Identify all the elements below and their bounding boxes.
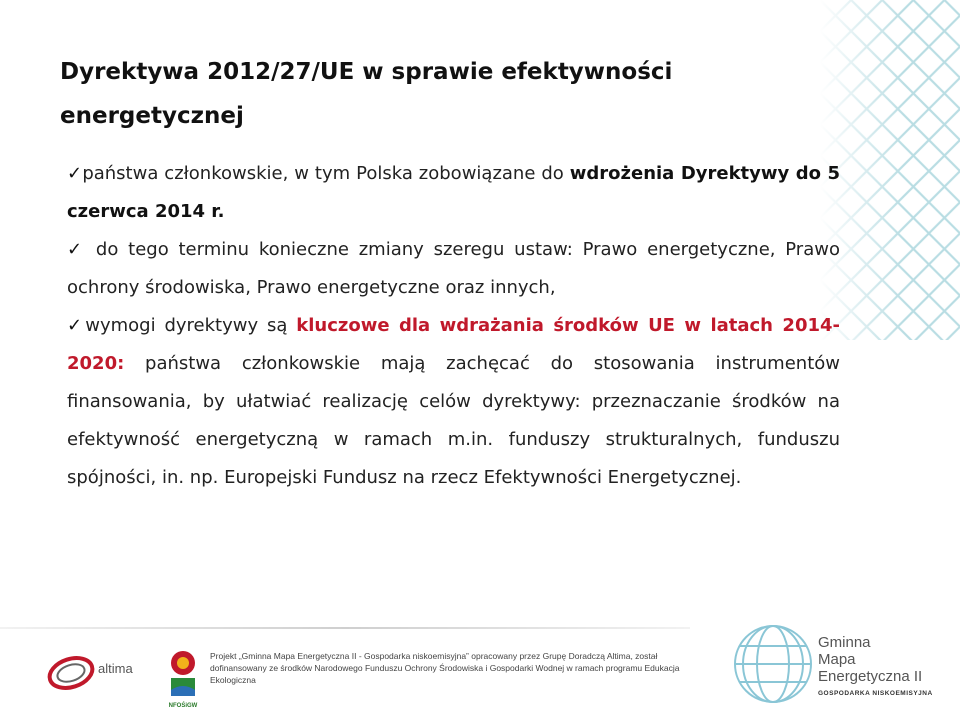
slide-title	[60, 50, 760, 138]
checkmark-icon: ✓	[67, 239, 87, 260]
bullet-item-3	[67, 307, 840, 497]
gminna-mapa-logo	[818, 634, 933, 702]
bullet-item-1	[67, 155, 840, 231]
altima-logo-label: altima	[98, 661, 133, 676]
gminna-line-2: Mapa	[818, 651, 856, 668]
footer-divider	[0, 627, 690, 629]
bullet-3-highlight: kluczowe dla wdrażania środków UE w latach 2014-2020:	[67, 315, 840, 374]
checkmark-icon: ✓	[67, 163, 83, 184]
slide-title-line-2: energetycznej	[60, 103, 244, 129]
bullet-2-text: do tego terminu konieczne zmiany szeregu ustaw: Prawo energetyczne, Prawo ochrony środowiska, Prawo energetyczne oraz innych,	[67, 239, 840, 298]
decorative-mesh-graphic	[820, 0, 960, 340]
bullet-3-rest: państwa członkowskie mają zachęcać do stosowania instrumentów finansowania, by ułatwiać realizację celów dyrektywy: przeznaczanie środków na efektywność energetyczną w ramach m.in. funduszy strukturalnych, funduszu spójności, in. np. Europejski Fundusz na rzecz Efektywności Energetycznej.	[67, 353, 840, 488]
gminna-line-3: Energetyczna II	[818, 668, 923, 685]
gminna-subtitle: GOSPODARKA NISKOEMISYJNA	[818, 690, 933, 697]
slide-title-line-1: Dyrektywa 2012/27/UE w sprawie efektywności	[60, 59, 673, 85]
bullet-1-bold: wdrożenia Dyrektywy do 5 czerwca 2014 r.	[67, 163, 841, 222]
bullet-list	[67, 155, 840, 497]
bullet-3-text: wymogi dyrektywy są	[85, 315, 297, 336]
checkmark-icon: ✓	[67, 315, 86, 336]
bullet-1-text: państwa członkowskie, w tym Polska zobowiązane do	[82, 163, 570, 184]
nfos-logo-label: NFOŚiGW	[168, 703, 198, 709]
nfos-logo-icon	[168, 648, 198, 704]
bullet-item-2	[67, 231, 840, 307]
project-funding-text: Projekt „Gminna Mapa Energetyczna II - Gospodarka niskoemisyjna” opracowany przez Grupę Doradczą Altima, został dofinansowany ze środków Narodowego Funduszu Ochrony Środowiska i Gospodarki Wodnej w ramach programu Edukacja Ekologiczna	[210, 651, 680, 685]
globe-logo-icon	[728, 612, 818, 712]
gminna-line-1: Gminna	[818, 634, 871, 651]
